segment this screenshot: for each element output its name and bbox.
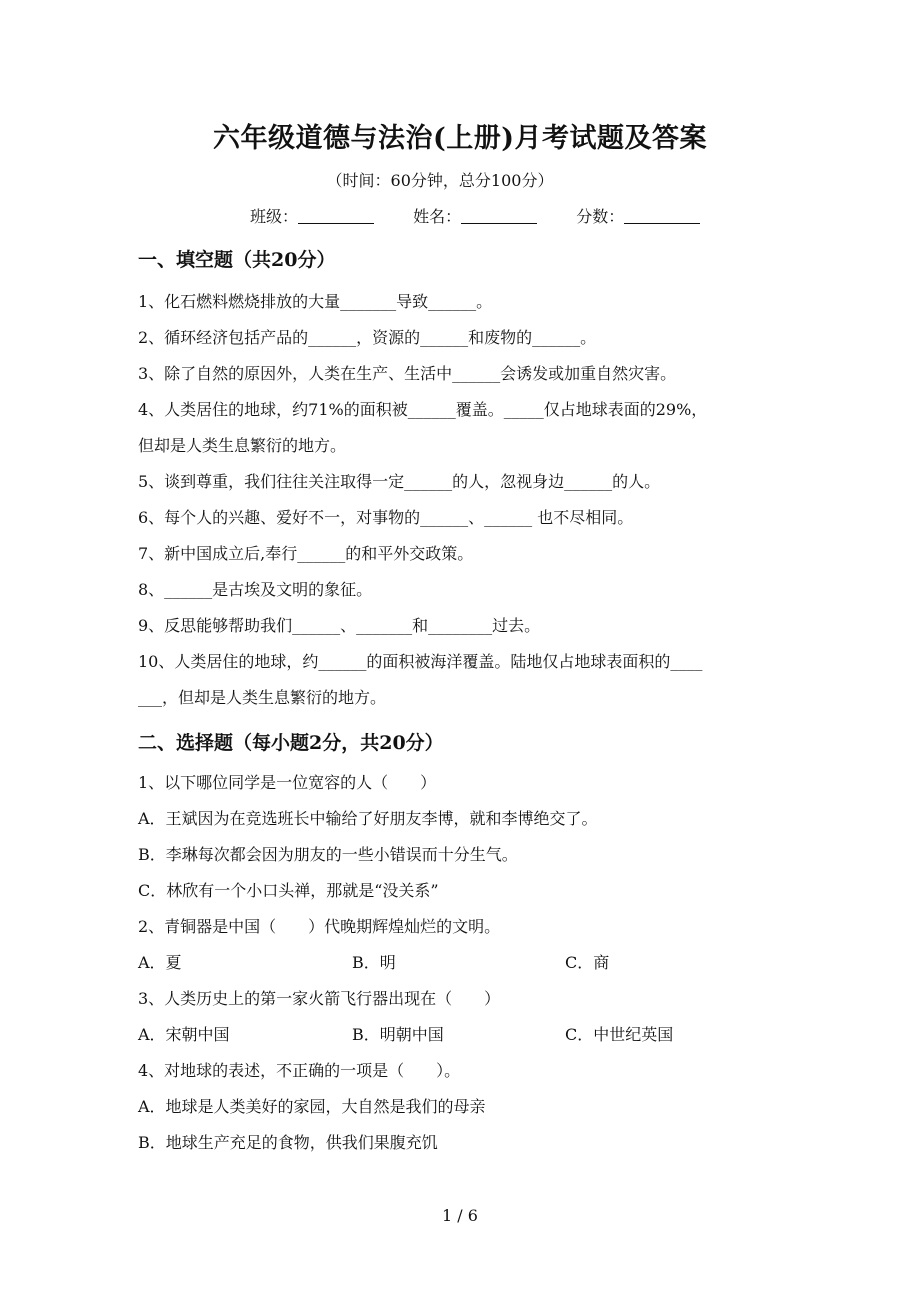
- section-2-title: 二、选择题（每小题2分，共20分）: [138, 732, 444, 754]
- fill-question-6: 6、每个人的兴趣、爱好不一，对事物的______、______ 也不尽相同。: [138, 508, 634, 527]
- choice-q1-option-a: A．王斌因为在竞选班长中输给了好朋友李博，就和李博绝交了。: [138, 809, 598, 828]
- choice-question-1: 1、以下哪位同学是一位宽容的人（ ）: [138, 773, 437, 792]
- exam-duration: （时间：60分钟，总分100分）: [326, 171, 554, 190]
- choice-q2-option-c: C．商: [565, 953, 610, 972]
- score-blank: [624, 207, 700, 224]
- fill-question-3: 3、除了自然的原因外，人类在生产、生活中______会诱发或加重自然灾害。: [138, 364, 677, 383]
- fill-question-10: 10、人类居住的地球，约______的面积被海洋覆盖。陆地仅占地球表面积的____: [138, 652, 703, 671]
- page-title: 六年级道德与法治(上册)月考试题及答案: [212, 123, 708, 154]
- choice-q1-option-b: B．李琳每次都会因为朋友的一些小错误而十分生气。: [138, 845, 518, 864]
- choice-q4-option-b: B．地球生产充足的食物，供我们果腹充饥: [138, 1133, 438, 1152]
- choice-q2-option-b: B．明: [352, 953, 396, 972]
- class-field: [250, 204, 374, 227]
- fill-question-9: 9、反思能够帮助我们______、_______和________过去。: [138, 616, 541, 635]
- fill-question-5: 5、谈到尊重，我们往往关注取得一定______的人，忽视身边______的人。: [138, 472, 661, 491]
- choice-q2-option-a: A．夏: [138, 953, 182, 972]
- name-label: 姓名：: [413, 207, 462, 226]
- section-1-title: 一、填空题（共20分）: [138, 249, 336, 271]
- choice-q3-option-a: A．宋朝中国: [138, 1025, 230, 1044]
- score-field: [576, 204, 700, 227]
- page-number: 1 / 6: [442, 1206, 478, 1225]
- name-field: [413, 204, 537, 227]
- choice-question-4: 4、对地球的表述，不正确的一项是（ ）。: [138, 1061, 461, 1080]
- fill-question-7: 7、新中国成立后,奉行______的和平外交政策。: [138, 544, 474, 563]
- class-blank: [298, 207, 374, 224]
- fill-question-4: 4、人类居住的地球，约71%的面积被______覆盖。_____仅占地球表面的29%，: [138, 400, 708, 419]
- score-label: 分数：: [576, 207, 625, 226]
- class-label: 班级：: [250, 207, 299, 226]
- choice-q3-option-c: C．中世纪英国: [565, 1025, 674, 1044]
- fill-question-1: 1、化石燃料燃烧排放的大量_______导致______。: [138, 292, 493, 311]
- choice-question-2: 2、青铜器是中国（ ）代晚期辉煌灿烂的文明。: [138, 917, 501, 936]
- fill-question-8: 8、______是古埃及文明的象征。: [138, 580, 373, 599]
- student-info-row: [250, 204, 700, 227]
- choice-q4-option-a: A．地球是人类美好的家园，大自然是我们的母亲: [138, 1097, 486, 1116]
- choice-question-3: 3、人类历史上的第一家火箭飞行器出现在（ ）: [138, 989, 501, 1008]
- choice-q3-option-b: B．明朝中国: [352, 1025, 444, 1044]
- name-blank: [461, 207, 537, 224]
- fill-question-10-cont: ___，但却是人类生息繁衍的地方。: [138, 688, 387, 707]
- fill-question-2: 2、循环经济包括产品的______，资源的______和废物的______。: [138, 328, 597, 347]
- choice-q1-option-c: C．林欣有一个小口头禅，那就是“没关系”: [138, 881, 439, 900]
- fill-question-4-cont: 但却是人类生息繁衍的地方。: [138, 436, 347, 455]
